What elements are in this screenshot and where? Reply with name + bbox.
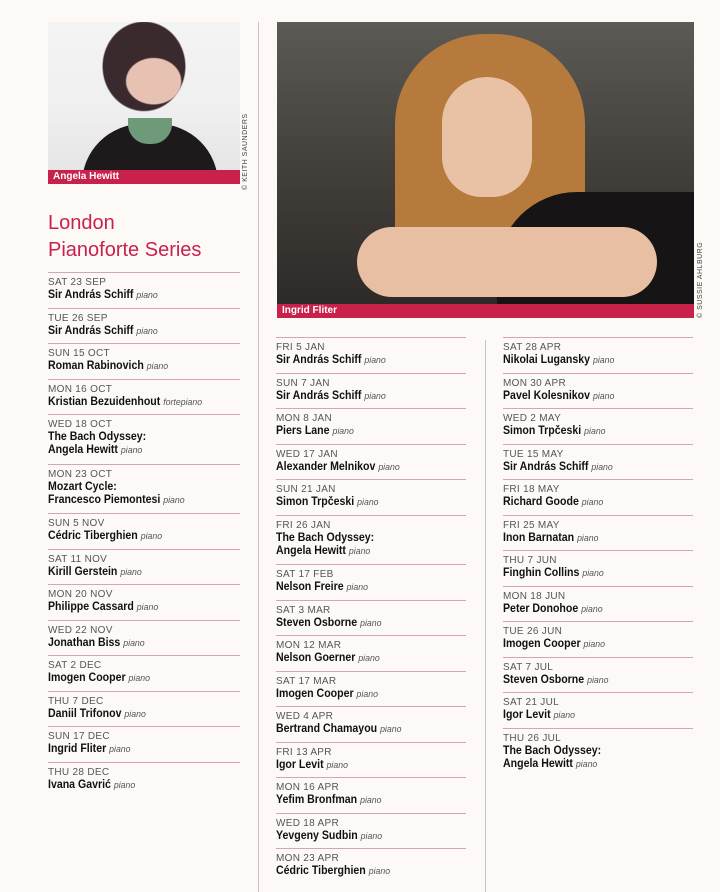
concert-date: SUN 21 JAN (276, 484, 336, 495)
performer-line (48, 672, 225, 685)
performer-line (276, 830, 451, 843)
instrument-label: piano (356, 688, 378, 700)
concert-entry (276, 564, 466, 600)
concert-date: FRI 25 MAY (503, 519, 560, 531)
performer-name: Igor Levit (503, 709, 551, 721)
performer-line (48, 708, 225, 721)
concert-date: MON 18 JUN (503, 590, 566, 602)
performer-line (503, 425, 678, 438)
concert-date: SAT 3 MAR (276, 604, 331, 616)
performer-name: Nelson Goerner (276, 652, 356, 664)
performer-name: Piers Lane (276, 425, 330, 437)
performer-line (48, 494, 225, 507)
performer-name: Igor Levit (276, 758, 324, 771)
instrument-label: piano (364, 355, 386, 366)
concert-entry (276, 742, 466, 778)
performer-name: Sir András Schiff (276, 354, 362, 366)
performer-name: Peter Donohoe (503, 602, 579, 615)
instrument-label: piano (360, 617, 382, 629)
performer-line (503, 496, 678, 509)
concert-list-winter-spring (276, 337, 466, 884)
concert-entry (276, 373, 466, 409)
concert-list-spring-summer (503, 337, 693, 777)
performer-line (503, 709, 678, 722)
concert-date: SAT 17 FEB (276, 569, 334, 580)
performer-name: Nelson Freire (276, 581, 344, 593)
instrument-label: piano (128, 673, 150, 684)
performer-line (276, 354, 451, 367)
performer-line (503, 758, 678, 771)
performer-name: The Bach Odyssey: (503, 744, 602, 757)
instrument-label: fortepiano (163, 396, 203, 408)
performer-name: Inon Barnatan (503, 531, 575, 544)
instrument-label: piano (360, 830, 383, 842)
concert-date: SUN 17 DEC (48, 731, 110, 742)
concert-entry (48, 620, 240, 656)
performer-name: Roman Rabinovich (48, 360, 144, 372)
concert-entry (48, 549, 240, 585)
instrument-label: piano (380, 724, 402, 735)
concert-entry (48, 726, 240, 762)
concert-date: WED 2 MAY (503, 413, 562, 424)
performer-line (276, 545, 451, 558)
concert-date: SAT 2 DEC (48, 660, 102, 671)
photo-credit-keith-saunders: © KEITH SAUNDERS (242, 113, 249, 190)
concert-date: SUN 5 NOV (48, 518, 105, 529)
instrument-label: piano (358, 653, 380, 664)
concert-entry (48, 513, 240, 549)
instrument-label: piano (113, 779, 136, 791)
concert-date: THU 7 JUN (503, 555, 557, 566)
performer-name: Sir András Schiff (48, 324, 134, 337)
performer-name: Mozart Cycle: (48, 480, 117, 493)
concert-entry (276, 479, 466, 515)
concert-entry (48, 343, 240, 379)
instrument-label: piano (136, 290, 158, 301)
performer-line (503, 354, 678, 367)
performer-name: Yevgeny Sudbin (276, 829, 358, 842)
concert-date: SAT 28 APR (503, 342, 562, 353)
concert-entry (48, 308, 240, 344)
performer-name: Imogen Cooper (48, 672, 126, 684)
concert-entry (276, 848, 466, 884)
angela-hewitt-photo (48, 22, 240, 170)
performer-line (503, 603, 678, 616)
performer-name: Sir András Schiff (276, 389, 362, 402)
concert-entry (276, 635, 466, 671)
performer-line (503, 390, 678, 403)
instrument-label: piano (146, 361, 169, 372)
concert-date: FRI 26 JAN (276, 519, 331, 531)
performer-line (48, 444, 225, 457)
instrument-label: piano (120, 566, 142, 578)
instrument-label: piano (577, 532, 599, 544)
instrument-label: piano (583, 639, 605, 650)
concert-date: SUN 15 OCT (48, 348, 110, 359)
concert-entry (276, 444, 466, 480)
performer-name: Daniil Trifonov (48, 707, 122, 720)
concert-date: FRI 18 MAY (503, 484, 560, 495)
performer-line (48, 396, 225, 409)
performer-line (276, 652, 451, 665)
performer-name: Ivana Gavrić (48, 778, 111, 791)
concert-entry (276, 337, 466, 373)
concert-entry (276, 777, 466, 813)
instrument-label: piano (592, 390, 615, 402)
performer-name: Alexander Melnikov (276, 460, 376, 473)
performer-line (503, 461, 678, 474)
concert-date: SAT 17 MAR (276, 675, 337, 687)
performer-name: Finghin Collins (503, 567, 580, 579)
instrument-label: piano (136, 325, 158, 337)
concert-entry (503, 515, 693, 551)
performer-line (276, 425, 451, 438)
performer-line (276, 759, 451, 772)
concert-entry (503, 337, 693, 373)
performer-name: Bertrand Chamayou (276, 723, 378, 735)
concert-entry (276, 706, 466, 742)
performer-line (503, 638, 678, 651)
performer-line (48, 325, 225, 338)
instrument-label: piano (591, 461, 613, 473)
concert-entry (276, 813, 466, 849)
column-divider (258, 22, 259, 892)
instrument-label: piano (553, 710, 575, 721)
performer-name: Imogen Cooper (276, 687, 354, 700)
instrument-label: piano (368, 866, 391, 877)
concert-date: SAT 21 JUL (503, 697, 559, 708)
concert-entry (503, 373, 693, 409)
concert-entry (276, 671, 466, 707)
performer-name: Yefim Bronfman (276, 794, 358, 806)
instrument-label: piano (120, 445, 143, 456)
column-divider (485, 340, 486, 892)
performer-name: Kristian Bezuidenhout (48, 395, 161, 408)
concert-date: THU 7 DEC (48, 695, 104, 707)
series-title-line-2: Pianoforte Series (48, 239, 202, 261)
performer-name: Ingrid Fliter (48, 743, 107, 755)
concert-date: MON 16 OCT (48, 383, 113, 395)
performer-line (48, 743, 225, 756)
performer-name: Kirill Gerstein (48, 565, 118, 578)
concert-date: WED 18 APR (276, 817, 340, 829)
performer-name: Steven Osborne (503, 673, 585, 686)
instrument-label: piano (581, 497, 604, 508)
performer-name: The Bach Odyssey: (48, 431, 147, 443)
performer-line (48, 289, 225, 302)
concert-date: MON 12 MAR (276, 640, 342, 651)
performer-name: Cédric Tiberghien (276, 865, 366, 877)
concert-date: SAT 7 JUL (503, 661, 554, 673)
performer-line (48, 601, 225, 614)
instrument-label: piano (136, 602, 159, 613)
performer-line (48, 431, 225, 444)
instrument-label: piano (364, 390, 386, 402)
instrument-label: piano (584, 426, 606, 437)
performer-name: Angela Hewitt (503, 757, 573, 770)
concert-date: MON 16 APR (276, 782, 340, 793)
concert-date: WED 4 APR (276, 711, 334, 722)
concert-entry (503, 621, 693, 657)
concert-entry (48, 691, 240, 727)
instrument-label: piano (360, 795, 382, 806)
concert-entry (503, 728, 693, 778)
performer-line (276, 617, 451, 630)
concert-date: TUE 26 SEP (48, 312, 108, 324)
concert-entry (503, 479, 693, 515)
performer-line (276, 723, 451, 736)
performer-line (276, 794, 451, 807)
instrument-label: piano (109, 744, 131, 755)
series-title-line-1: London (48, 212, 115, 234)
concert-entry (503, 408, 693, 444)
concert-date: TUE 15 MAY (503, 448, 564, 460)
concert-date: WED 22 NOV (48, 624, 113, 636)
performer-line (503, 532, 678, 545)
performer-name: Cédric Tiberghien (48, 530, 138, 542)
performer-name: Francesco Piemontesi (48, 493, 161, 506)
concert-entry (48, 272, 240, 308)
instrument-label: piano (575, 758, 598, 770)
concert-entry (503, 657, 693, 693)
performer-line (48, 779, 225, 792)
concert-date: SAT 11 NOV (48, 553, 108, 565)
concert-entry (48, 655, 240, 691)
ingrid-fliter-photo (277, 22, 694, 304)
instrument-label: piano (587, 674, 609, 686)
concert-entry (276, 515, 466, 565)
performer-name: Angela Hewitt (276, 544, 346, 557)
instrument-label: piano (357, 497, 379, 508)
concert-date: FRI 13 APR (276, 746, 332, 758)
concert-date: TUE 26 JUN (503, 626, 563, 637)
performer-line (276, 496, 451, 509)
concert-entry (276, 408, 466, 444)
concert-entry (503, 444, 693, 480)
performer-line (503, 674, 678, 687)
concert-entry (503, 550, 693, 586)
instrument-label: piano (582, 568, 604, 579)
angela-hewitt-caption: Angela Hewitt (48, 170, 240, 184)
concert-entry (503, 586, 693, 622)
instrument-label: piano (581, 603, 603, 615)
concert-entry (48, 762, 240, 798)
concert-entry (276, 600, 466, 636)
performer-line (503, 567, 678, 580)
concert-date: THU 28 DEC (48, 766, 110, 778)
instrument-label: piano (378, 461, 400, 473)
concert-list-autumn (48, 272, 240, 797)
concert-date: MON 8 JAN (276, 413, 333, 424)
instrument-label: piano (140, 531, 163, 542)
concert-date: FRI 5 JAN (276, 342, 325, 353)
performer-name: Simon Trpčeski (276, 496, 355, 508)
performer-name: The Bach Odyssey: (276, 531, 375, 544)
instrument-label: piano (163, 494, 185, 506)
performer-name: Sir András Schiff (503, 460, 589, 473)
performer-name: Sir András Schiff (48, 289, 134, 301)
instrument-label: piano (346, 582, 368, 593)
instrument-label: piano (326, 759, 348, 771)
performer-line (503, 745, 678, 758)
concert-entry (503, 692, 693, 728)
concert-date: MON 30 APR (503, 377, 567, 389)
performer-name: Steven Osborne (276, 616, 358, 629)
concert-entry (48, 464, 240, 514)
performer-line (276, 532, 451, 545)
performer-name: Nikolai Lugansky (503, 354, 591, 366)
ingrid-fliter-caption: Ingrid Fliter (277, 304, 694, 318)
performer-line (276, 581, 451, 594)
concert-date: SUN 7 JAN (276, 377, 330, 389)
concert-date: MON 20 NOV (48, 589, 113, 600)
performer-name: Angela Hewitt (48, 444, 118, 456)
performer-line (48, 481, 225, 494)
concert-date: WED 18 OCT (48, 419, 113, 430)
concert-entry (48, 584, 240, 620)
photo-credit-sussie-ahlburg: © SUSSIE AHLBURG (697, 241, 704, 318)
series-title (48, 210, 201, 264)
performer-name: Pavel Kolesnikov (503, 389, 591, 402)
performer-name: Richard Goode (503, 496, 579, 508)
performer-name: Simon Trpčeski (503, 425, 582, 437)
instrument-label: piano (124, 708, 146, 720)
performer-line (48, 566, 225, 579)
performer-name: Jonathan Biss (48, 636, 121, 649)
performer-line (48, 530, 225, 543)
instrument-label: piano (332, 426, 354, 437)
performer-line (276, 688, 451, 701)
performer-line (276, 865, 451, 878)
instrument-label: piano (348, 545, 371, 557)
instrument-label: piano (592, 355, 615, 366)
concert-date: MON 23 APR (276, 853, 340, 864)
concert-entry (48, 379, 240, 415)
concert-date: WED 17 JAN (276, 448, 338, 460)
concert-entry (48, 414, 240, 464)
performer-line (276, 390, 451, 403)
concert-date: SAT 23 SEP (48, 277, 107, 288)
performer-name: Imogen Cooper (503, 638, 581, 650)
performer-line (48, 637, 225, 650)
concert-date: THU 26 JUL (503, 732, 562, 744)
instrument-label: piano (123, 637, 145, 649)
performer-line (276, 461, 451, 474)
performer-name: Philippe Cassard (48, 601, 134, 613)
performer-line (48, 360, 225, 373)
concert-date: MON 23 OCT (48, 468, 113, 480)
